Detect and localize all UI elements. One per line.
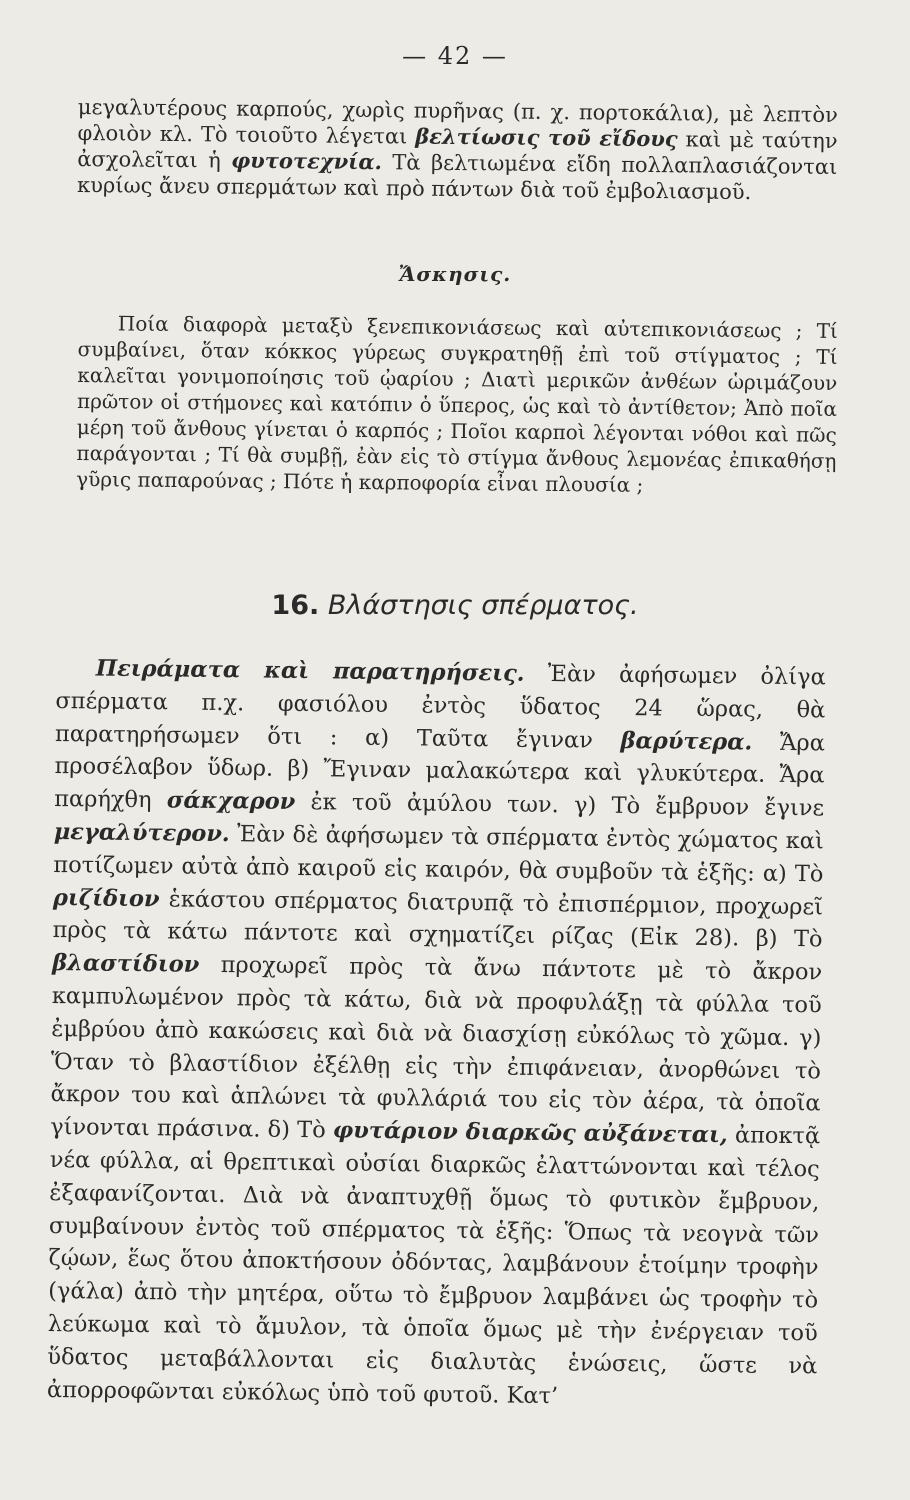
body-text-5: ἑκάστου σπέρματος διατρυπᾷ τὸ ἐπισπέρμιον, προχωρεῖ πρὸς τὰ κάτω πάντοτε καὶ σχηματίζει ρίζας (Εἰκ 28). β) Τὸ [52,885,824,953]
intro-emphasis-1: βελτίωσις τοῦ εἴδους [415,123,678,152]
body-emphasis-3: σάκχαρον [166,787,296,816]
body-emphasis-1: Πειράματα καὶ παρατηρήσεις. [95,655,525,687]
body-paragraph [47,652,826,1416]
body-text-2: Ἄρα προσέλαβον ὕδωρ. β) Ἔγιναν μαλακώτερα καὶ γλυκύτερα. Ἄρα παρήχθη [54,729,826,814]
body-emphasis-2: βαρύτερα. [620,727,753,756]
intro-text-2: καὶ μὲ ταύτην ἀσχολεῖται ἡ [77,127,838,173]
body-text-6: προχωρεῖ πρὸς τὰ ἄνω πάντοτε μὲ τὸ ἄκρον καμπυλωμένον πρὸς τὰ κάτω, διὰ νὰ προφυλάξῃ τὰ φύλλα τοῦ ἐμβρύου ἀπὸ κακώσεις καὶ διὰ νὰ διασχίσῃ εὐκόλως τὸ χῶμα. γ) Ὅταν τὸ βλαστίδιον ἐξέλθῃ εἰς τὴν ἐπιφάνειαν, ἀνορθώνει τὸ ἄκρον του καὶ ἁπλώνει τὰ φυλλάριά του εἰς τὸν ἀέρα, τὰ ὁποῖα γίνονται πράσινα. δ) Τὸ [50,951,823,1144]
page-number: — 42 — [402,42,508,70]
body-text-4: Ἐὰν δὲ ἀφήσωμεν τὰ σπέρματα ἐντὸς χώματος καὶ ποτίζωμεν αὐτὰ ἀπὸ καιροῦ εἰς καιρόν, θὰ συμβοῦν τὰ ἑξῆς: α) Τὸ [53,821,824,888]
body-text-7: ἀποκτᾷ νέα φύλλα, αἱ θρεπτικαὶ οὐσίαι διαρκῶς ἐλαττώνονται καὶ τέλος ἐξαφανίζονται. Διὰ νὰ ἀναπτυχθῇ ὅμως τὸ φυτικὸν ἔμβρυον, συμβαίνουν ἐντὸς τοῦ σπέρματος τὰ ἑξῆς: Ὅπως τὰ νεογνὰ τῶν ζῴων, ἕως ὅτου ἀποκτήσουν ὀδόντας, λαμβάνουν ἑτοίμην τροφὴν (γάλα) ἀπὸ τὴν μητέρα, οὕτω τὸ ἔμβρυον λαμβάνει ὡς τροφὴν τὸ λεύκωμα καὶ τὸ ἄμυλον, τὰ ὁποῖα ὅμως μὲ τὴν ἐνέργειαν τοῦ ὕδατος μεταβάλλονται εἰς διαλυτὰς ἑνώσεις, ὥστε νὰ ἀπορροφῶνται εὐκόλως ὑπὸ τοῦ φυτοῦ. Κατ’ [46,1122,821,1409]
exercises-heading: Ἄσκησις. [398,262,512,286]
intro-text-3: Τὰ βελτιωμένα εἴδη πολλαπλασιάζονται κυρίως ἄνευ σπερμάτων καὶ πρὸ πάντων διὰ τοῦ ἐμβολιασμοῦ. [76,150,838,205]
body-emphasis-7: φυτάριον διαρκῶς αὐξάνεται, [332,1117,728,1149]
body-emphasis-5: ριζίδιον [52,884,160,912]
intro-paragraph [77,94,838,206]
section-name: Βλάστησις σπέρματος. [327,590,639,621]
intro-text-1: μεγαλυτέρους καρπούς, χωρὶς πυρῆνας (π. χ. πορτοκάλια), μὲ λεπτὸν φλοιὸν κλ. Τὸ τοιοῦτο λέγεται [77,94,838,149]
body-text-1: Ἐὰν ἀφήσωμεν ὀλίγα σπέρματα π.χ. φασιόλου ἐντὸς ὕδατος 24 ὥρας, θὰ παρατηρήσωμεν ὅτι : α) Ταῦτα ἔγιναν [54,660,826,754]
exercises-paragraph: Ποία διαφορὰ μεταξὺ ξενεπικονιάσεως καὶ αὐτεπικονιάσεως ; Τί συμβαίνει, ὅταν κόκκος γύρεως συγκρατηθῇ ἐπὶ τοῦ στίγματος ; Τί καλεῖται γονιμοποίησις τοῦ ᾠαρίου ; Διατὶ μερικῶν ἀνθέων ὡριμάζουν πρῶτον οἱ στήμονες καὶ κατόπιν ὁ ὕπερος, ὡς καὶ τὸ ἀντίθετον; Ἀπὸ ποῖα μέρη τοῦ ἄνθους γίνεται ὁ καρπός ; Ποῖοι καρποὶ λέγονται νόθοι καὶ πῶς παράγονται ; Τί θὰ συμβῇ, ἐὰν εἰς τὸ στίγμα ἄνθους λεμονέας ἐπικαθήσῃ γῦρις παπαρούνας ; Πότε ἡ καρποφορία εἶναι πλουσία ; [76,311,838,497]
body-text-3: ἐκ τοῦ ἀμύλου των. γ) Τὸ ἔμβρυον ἔγινε [295,789,825,822]
section-title [0,590,910,621]
body-emphasis-4: μεγαλύτερον. [53,818,230,848]
section-number: 16. [271,590,320,621]
body-emphasis-6: βλαστίδιον [52,950,200,978]
intro-emphasis-2: φυτοτεχνία. [231,147,383,175]
